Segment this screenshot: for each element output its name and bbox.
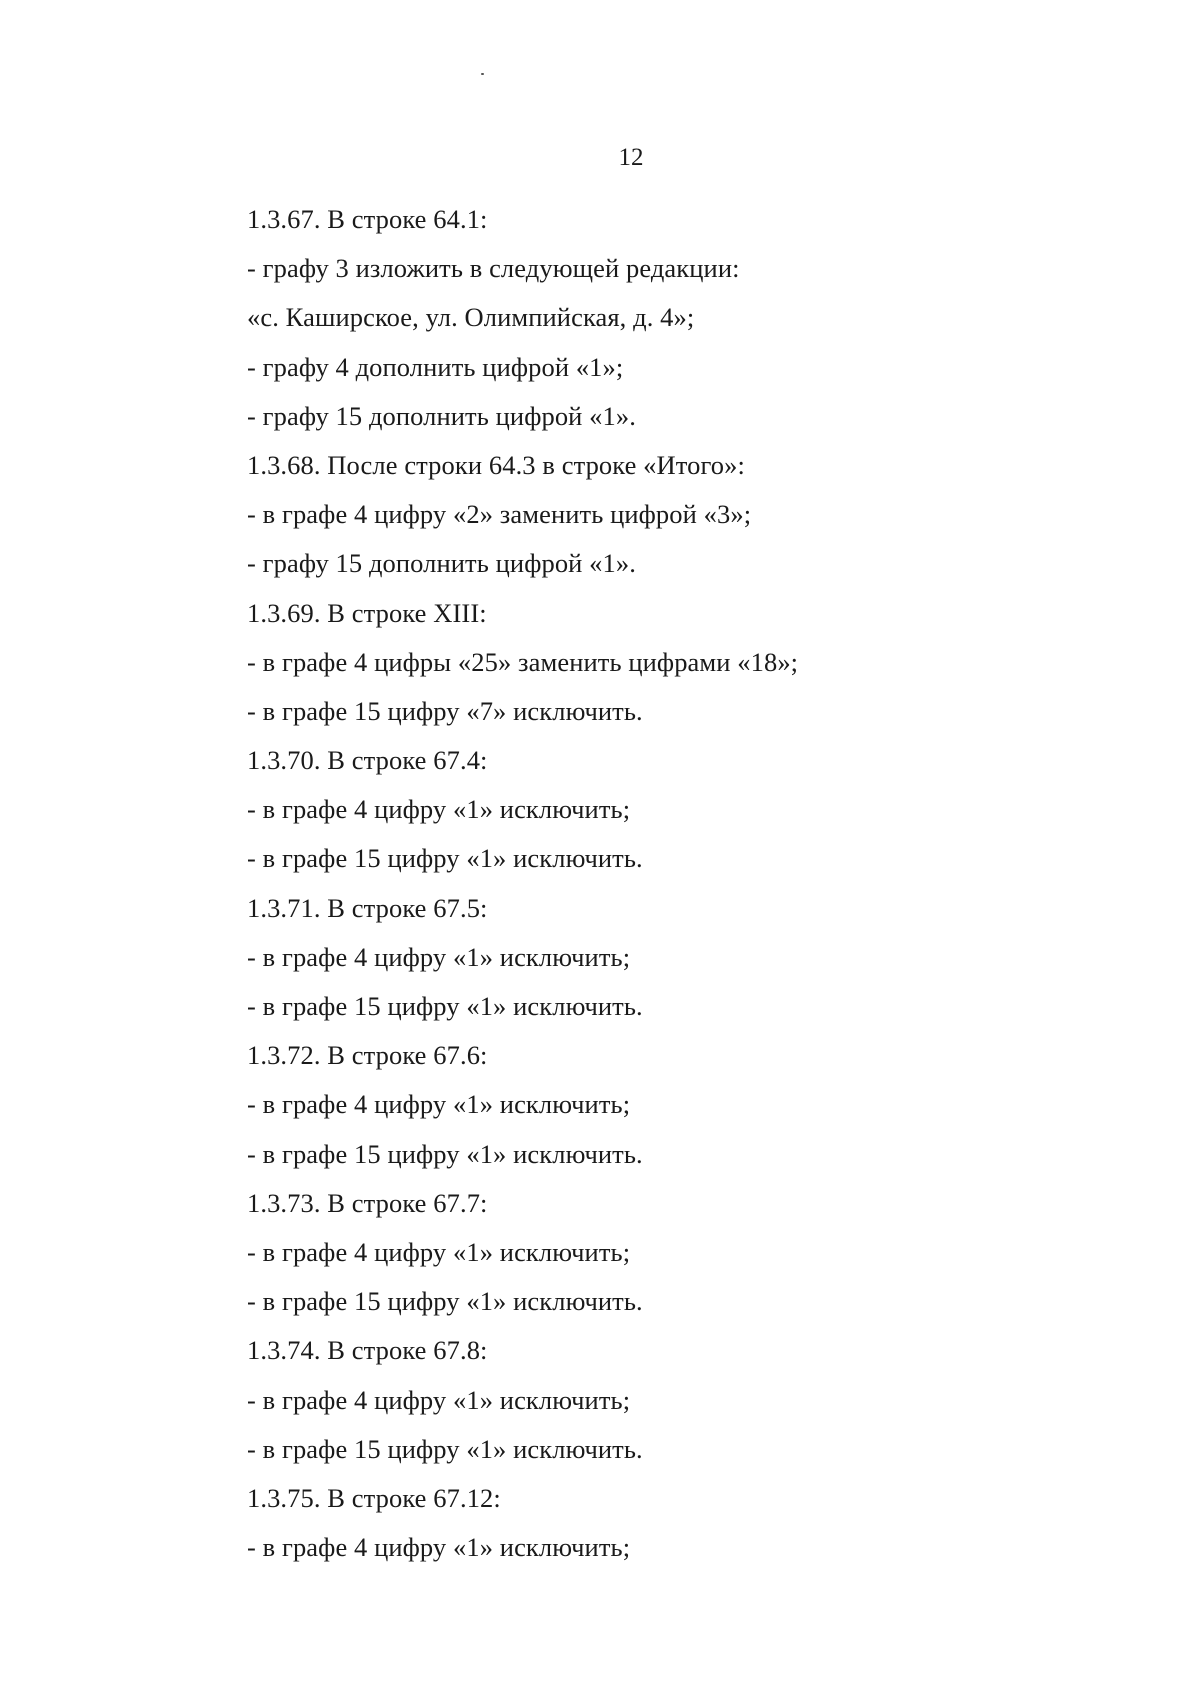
text-line: - в графе 4 цифру «1» исключить; — [247, 941, 631, 972]
text-line: - в графе 4 цифру «1» исключить; — [247, 1384, 631, 1415]
text-line: - в графе 4 цифру «1» исключить; — [247, 794, 631, 825]
text-line: - в графе 4 цифру «1» исключить; — [247, 1089, 631, 1120]
scan-speck — [481, 73, 484, 75]
text-line: - в графе 4 цифру «1» исключить; — [247, 1236, 631, 1267]
text-line: 1.3.67. В строке 64.1: — [247, 204, 488, 234]
text-line: - в графе 4 цифру «2» заменить цифрой «3»; — [247, 499, 752, 530]
page-number: 12 — [618, 144, 644, 171]
text-line: 1.3.73. В строке 67.7: — [247, 1187, 488, 1218]
text-line: - в графе 15 цифру «1» исключить. — [247, 991, 643, 1021]
text-line: - графу 15 дополнить цифрой «1». — [247, 548, 636, 579]
text-line: - в графе 15 цифру «1» исключить. — [247, 1286, 643, 1317]
text-line: 1.3.70. В строке 67.4: — [247, 745, 488, 776]
text-line: «с. Каширское, ул. Олимпийская, д. 4»; — [247, 302, 695, 333]
text-line: - в графе 4 цифры «25» заменить цифрами «18»; — [247, 646, 799, 677]
text-line: 1.3.68. После строки 64.3 в строке «Итого»: — [247, 449, 745, 480]
text-line: - в графе 15 цифру «1» исключить. — [247, 1138, 643, 1169]
text-line: - графу 3 изложить в следующей редакции: — [247, 253, 740, 284]
text-line: 1.3.74. В строке 67.8: — [247, 1335, 488, 1366]
text-line: - графу 4 дополнить цифрой «1»; — [247, 351, 624, 382]
text-line: - в графе 15 цифру «1» исключить. — [247, 843, 643, 874]
text-line: 1.3.72. В строке 67.6: — [247, 1040, 488, 1071]
text-line: 1.3.71. В строке 67.5: — [247, 892, 488, 923]
text-line: - в графе 4 цифру «1» исключить; — [247, 1532, 631, 1563]
text-line: 1.3.75. В строке 67.12: — [247, 1482, 501, 1513]
text-line: - в графе 15 цифру «7» исключить. — [247, 695, 643, 726]
text-line: - графу 15 дополнить цифрой «1». — [247, 400, 636, 431]
text-line: 1.3.69. В строке XIII: — [247, 597, 487, 628]
document-body — [247, 202, 798, 1579]
text-line: - в графе 15 цифру «1» исключить. — [247, 1433, 643, 1464]
